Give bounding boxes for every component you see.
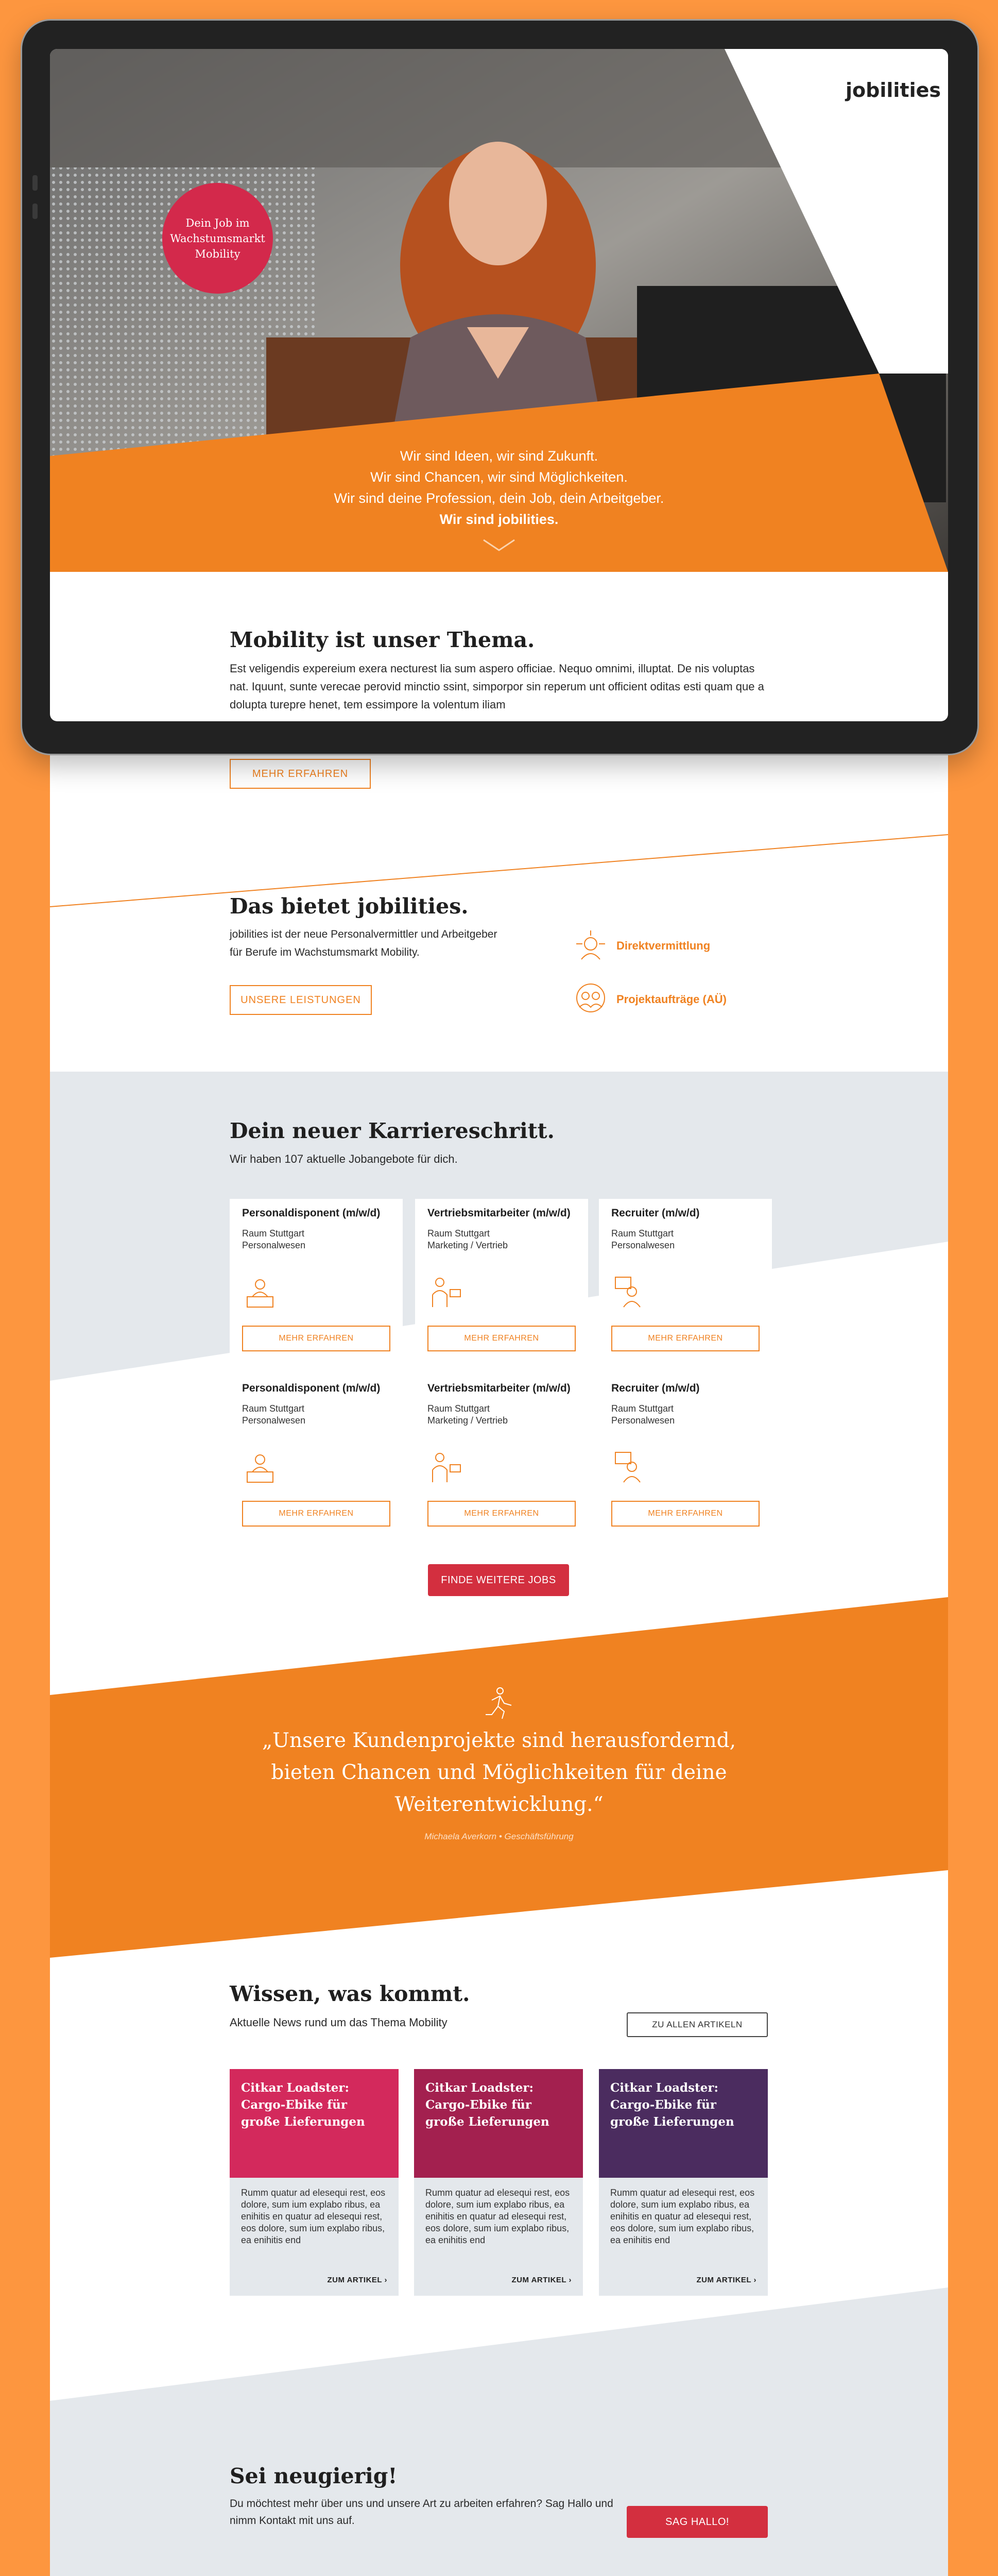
divider-line bbox=[50, 778, 948, 912]
job-title[interactable]: Vertriebsmitarbeiter (m/w/d) bbox=[427, 1207, 571, 1219]
zum-artikel-label: ZUM ARTIKEL bbox=[511, 2276, 566, 2284]
hero-line: Wir sind Ideen, wir sind Zukunft. bbox=[400, 448, 598, 464]
job-meta bbox=[242, 1403, 390, 1427]
job-card[interactable] bbox=[230, 1199, 403, 1364]
zum-artikel-link[interactable] bbox=[697, 2276, 757, 2284]
job-location: Raum Stuttgart bbox=[611, 1228, 674, 1239]
projektauftraege-icon bbox=[574, 981, 607, 1014]
hero-text bbox=[246, 446, 752, 530]
news-card-text: Rumm quatur ad elesequi rest, eos dolore, sum ium explabo ribus, ea enihitis en quatur ad elesequi rest, eos dolore, sum ium explabo ribus, ea enihitis end bbox=[610, 2188, 755, 2245]
job-meta bbox=[427, 1228, 576, 1251]
job-meta bbox=[427, 1403, 576, 1427]
jobs-subtitle: Wir haben 107 aktuelle Jobangebote für dich. bbox=[230, 1153, 458, 1165]
job-card[interactable] bbox=[599, 1374, 772, 1539]
job-area: Personalwesen bbox=[242, 1415, 306, 1426]
hero-line: Wir sind deine Profession, dein Job, dein Arbeitgeber. bbox=[334, 490, 664, 506]
job-title[interactable]: Recruiter (m/w/d) bbox=[611, 1382, 700, 1394]
news-card-text: Rumm quatur ad elesequi rest, eos dolore, sum ium explabo ribus, ea enihitis en quatur ad elesequi rest, eos dolore, sum ium explabo ribus, ea enihitis end bbox=[241, 2188, 386, 2245]
job-area: Personalwesen bbox=[611, 1415, 675, 1426]
zum-artikel-label: ZUM ARTIKEL bbox=[696, 2276, 751, 2284]
hero-line-strong: Wir sind jobilities. bbox=[439, 512, 559, 527]
job-card[interactable] bbox=[415, 1374, 588, 1539]
job-mehr-erfahren-button[interactable]: MEHR ERFAHREN bbox=[242, 1326, 390, 1351]
news-card-title[interactable]: Citkar Loadster: Cargo-Ebike für große Lieferungen bbox=[425, 2081, 549, 2129]
news-subtitle: Aktuelle News rund um das Thema Mobility bbox=[230, 2016, 448, 2029]
tablet-button bbox=[32, 204, 38, 219]
contact-title: Sei neugierig! bbox=[230, 2464, 398, 2488]
job-area: Personalwesen bbox=[242, 1240, 306, 1250]
job-mehr-erfahren-button[interactable]: MEHR ERFAHREN bbox=[611, 1326, 760, 1351]
zu-allen-artikeln-button[interactable]: ZU ALLEN ARTIKELN bbox=[627, 2012, 768, 2037]
job-card[interactable] bbox=[230, 1374, 403, 1539]
job-area: Personalwesen bbox=[611, 1240, 675, 1250]
tablet-button bbox=[32, 175, 38, 191]
job-illustration-icon bbox=[242, 1449, 278, 1485]
mobility-text: Est veligendis expereium exera necturest lia sum aspero officiae. Nequo omnimi, illuptat. De nis voluptas nat. Iquunt, sunte verecae perovid minctio ssint, simporpor sin reperum unt officient oditas esti quam que a dolupta turepre henet, tem essimpore la volentum iliam bbox=[230, 662, 764, 711]
zum-artikel-link[interactable] bbox=[328, 2276, 388, 2284]
quote-text: „Unsere Kundenprojekte sind herausfordernd, bieten Chancen und Möglichkeiten für deine Weiterentwicklung.“ bbox=[262, 1729, 736, 1816]
news-card-text: Rumm quatur ad elesequi rest, eos dolore, sum ium explabo ribus, ea enihitis en quatur ad elesequi rest, eos dolore, sum ium explabo ribus, ea enihitis end bbox=[425, 2188, 570, 2245]
job-mehr-erfahren-button[interactable]: MEHR ERFAHREN bbox=[427, 1326, 576, 1351]
header-logo[interactable]: jobilities bbox=[846, 79, 941, 101]
job-title[interactable]: Vertriebsmitarbeiter (m/w/d) bbox=[427, 1382, 571, 1394]
news-title: Wissen, was kommt. bbox=[230, 1981, 470, 2006]
news-card-header bbox=[414, 2069, 583, 2178]
zum-artikel-link[interactable] bbox=[512, 2276, 572, 2284]
job-area: Marketing / Vertrieb bbox=[427, 1240, 508, 1250]
news-card-header bbox=[230, 2069, 399, 2178]
feature-direktvermittlung[interactable]: Direktvermittlung bbox=[616, 939, 711, 952]
job-illustration-icon bbox=[611, 1274, 647, 1310]
news-card-title[interactable]: Citkar Loadster: Cargo-Ebike für große Lieferungen bbox=[241, 2081, 365, 2129]
hero-line: Wir sind Chancen, wir sind Möglichkeiten. bbox=[370, 469, 628, 485]
job-title[interactable]: Personaldisponent (m/w/d) bbox=[242, 1382, 381, 1394]
jobs-title: Dein neuer Karriereschritt. bbox=[230, 1118, 555, 1143]
job-location: Raum Stuttgart bbox=[242, 1403, 305, 1414]
job-mehr-erfahren-button[interactable]: MEHR ERFAHREN bbox=[611, 1501, 760, 1527]
news-card[interactable] bbox=[599, 2069, 768, 2296]
mehr-erfahren-button[interactable]: MEHR ERFAHREN bbox=[230, 759, 371, 789]
news-card[interactable] bbox=[230, 2069, 399, 2296]
job-meta bbox=[242, 1228, 390, 1251]
tablet-screen bbox=[50, 49, 948, 721]
job-illustration-icon bbox=[242, 1274, 278, 1310]
news-card-title[interactable]: Citkar Loadster: Cargo-Ebike für große Lieferungen bbox=[610, 2081, 734, 2129]
direktvermittlung-icon bbox=[574, 929, 607, 962]
job-mehr-erfahren-button[interactable]: MEHR ERFAHREN bbox=[427, 1501, 576, 1527]
finde-weitere-jobs-button[interactable]: FINDE WEITERE JOBS bbox=[428, 1564, 569, 1596]
mobility-title: Mobility ist unser Thema. bbox=[230, 628, 535, 652]
job-location: Raum Stuttgart bbox=[427, 1403, 490, 1414]
feature-projektauftraege[interactable]: Projektaufträge (AÜ) bbox=[616, 993, 727, 1006]
chevron-right-icon: › bbox=[384, 2276, 387, 2284]
job-illustration-icon bbox=[611, 1449, 647, 1485]
job-location: Raum Stuttgart bbox=[611, 1403, 674, 1414]
job-illustration-icon bbox=[427, 1274, 463, 1310]
chevron-right-icon: › bbox=[753, 2276, 756, 2284]
quote-author: Michaela Averkorn • Geschäftsführung bbox=[424, 1832, 574, 1841]
job-card[interactable] bbox=[415, 1199, 588, 1364]
news-card[interactable] bbox=[414, 2069, 583, 2296]
sag-hallo-button[interactable]: SAG HALLO! bbox=[627, 2506, 768, 2538]
zum-artikel-label: ZUM ARTIKEL bbox=[327, 2276, 382, 2284]
job-title[interactable]: Recruiter (m/w/d) bbox=[611, 1207, 700, 1219]
job-location: Raum Stuttgart bbox=[427, 1228, 490, 1239]
offer-text: jobilities ist der neue Personalvermittler und Arbeitgeber für Berufe im Wachstumsmarkt Mobility. bbox=[230, 928, 497, 958]
contact-text: Du möchtest mehr über uns und unsere Art zu arbeiten erfahren? Sag Hallo und nimm Kontakt mit uns auf. bbox=[230, 2498, 613, 2527]
unsere-leistungen-button[interactable]: UNSERE LEISTUNGEN bbox=[230, 985, 372, 1015]
job-illustration-icon bbox=[427, 1449, 463, 1485]
news-card-header bbox=[599, 2069, 768, 2178]
job-mehr-erfahren-button[interactable]: MEHR ERFAHREN bbox=[242, 1501, 390, 1527]
job-meta bbox=[611, 1228, 760, 1251]
job-area: Marketing / Vertrieb bbox=[427, 1415, 508, 1426]
hero-badge: Dein Job im Wachstumsmarkt Mobility bbox=[162, 183, 273, 294]
quote-runner-icon bbox=[481, 1685, 518, 1721]
job-title[interactable]: Personaldisponent (m/w/d) bbox=[242, 1207, 381, 1219]
offer-title: Das bietet jobilities. bbox=[230, 894, 469, 919]
job-location: Raum Stuttgart bbox=[242, 1228, 305, 1239]
contact-bg bbox=[50, 2287, 948, 2576]
chevron-right-icon: › bbox=[569, 2276, 572, 2284]
job-card[interactable] bbox=[599, 1199, 772, 1364]
job-meta bbox=[611, 1403, 760, 1427]
